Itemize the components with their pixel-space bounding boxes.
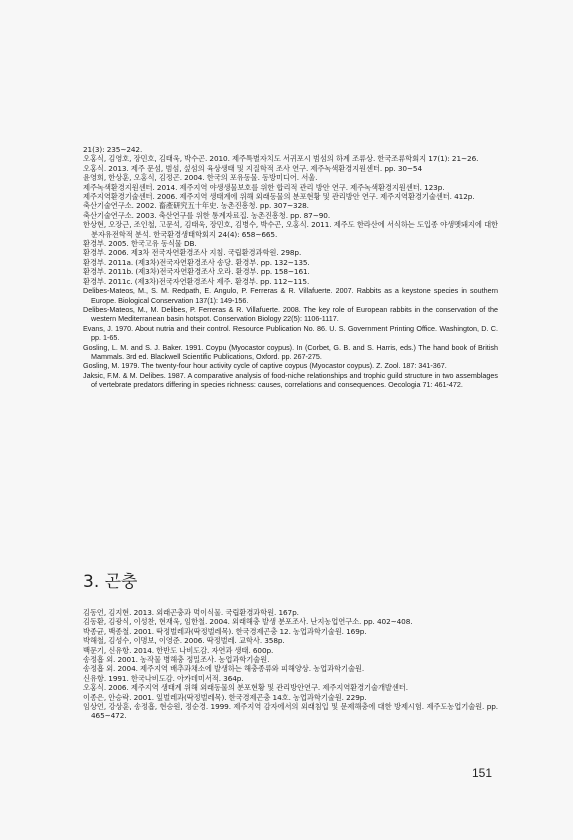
reference-item: 한상현, 오장근, 조인철, 고문석, 김태욱, 장민호, 김병수, 박수곤, 오홍식. 2011. 제주도 한라산에 서식하는 도입종 야생멧돼지에 대한 분자유전학적 분석. 한국환경생태학회지 24(4): 658~665. [83, 220, 498, 239]
reference-item: 오홍식. 2013. 제주 문섬, 범섬, 섶섬의 육상생태 및 지질학적 조사 연구. 제주녹색환경지원센터. pp. 30~54 [83, 163, 423, 173]
reference-item: 백문기, 신유항. 2014. 한반도 나비도감. 자연과 생태. 600p. [83, 645, 274, 655]
reference-item: 오홍식, 김영호, 장민호, 김태욱, 박수곤. 2010. 제주특별자치도 서귀포시 범섬의 하계 조류상. 한국조류학회지 17(1): 21~26. [83, 154, 479, 164]
reference-item: 21(3): 235~242. [83, 145, 143, 154]
reference-item: 박해철, 김성수, 이명보, 이영준. 2006. 딱정벌레. 교학사. 358p. [83, 636, 285, 646]
reference-item: 오홍식. 2006. 제주지역 생태계 위해 외래동물의 분포현황 및 관리방안연구. 제주지역환경기술개발센터. [83, 683, 408, 693]
reference-item: Evans, J. 1970. About nutria and their control. Resource Publication No. 86. U. S. Government Printing Office. Washington, D. C. pp. 1-65. [83, 323, 498, 343]
reference-item: Delibes-Mateos, M., S. M. Redpath, E. Angulo, P. Ferreras & R. Villafuerte. 2007. Rabbits as a keystone species in southern Europe. Biological Conservation 137(1): 149-156. [83, 286, 498, 305]
reference-list-mammals [83, 145, 498, 390]
reference-item: 윤영희, 한상훈, 오홍식, 김정곤. 2004. 한국의 포유동물. 동방미디어. 서울. [83, 173, 318, 183]
reference-item: 이종은, 안승락. 2001. 잎벌레과(딱정벌레목). 한국경제곤충 14호. 농업과학기술원. 229p. [83, 692, 367, 702]
reference-item: Jaksic, F.M. & M. Delibes. 1987. A comparative analysis of food-niche relationships and trophic guild structure in two assemblages of vertebrate predators differing in species richness: causes, correlations and consequences. Oecologia 71: 461-472. [83, 370, 498, 390]
reference-item: 축산기술연구소. 2003. 축산연구를 위한 통계자료집. 농촌진흥청. pp. 87~90. [83, 210, 331, 220]
reference-item: 축산기술연구소. 2002. 畜產研究五十年史. 농촌진흥청. pp. 307~328. [83, 201, 309, 211]
reference-item: 김동환, 김광식, 이성찬, 현재욱, 임한철. 2004. 외래해충 발생 분포조사. 난지농업연구소. pp. 402~408. [83, 617, 413, 627]
reference-item: Delibes-Mateos, M., M. Delibes, P. Ferreras & R. Villafuerte. 2008. The key role of European rabbits in the conservation of the western Mediterranean basin hotspot. Conservation Biology 22(5): 1106-1117. [83, 304, 498, 324]
reference-item: 김동언, 김지현. 2013. 외래곤충과 먹이식물. 국립환경과학원. 167p. [83, 608, 299, 617]
reference-item: 임상언, 강상훈, 송정흡, 현승원, 정순경. 1999. 제주지역 감자에서의 외래침입 및 문제해충에 대한 방제시험. 제주도농업기술원. pp. 465~472. [83, 702, 498, 721]
reference-item: 제주지역환경기술센터. 2006. 제주지역 생태계에 위해 외래동물의 분포현황 및 관리방안 연구. 제주지역환경기술센터. 412p. [83, 192, 475, 202]
reference-item: 환경부. 2005. 한국고유 동식물 DB. [83, 239, 197, 249]
reference-item: 박종균, 백종철. 2001. 딱정벌레과(딱정벌레목). 한국경제곤충 12. 농업과학기술원. 169p. [83, 626, 367, 636]
page-number: 151 [472, 766, 493, 780]
reference-item: Gosling, L. M. and S. J. Baker. 1991. Coypu (Myocastor coypus). In (Corbet, G. B. and S. Harris, eds.) The hand book of British Mammals. 3rd ed. Blackwell Scientific Publications, Oxford. pp. 267-275. [83, 342, 498, 361]
reference-item: 신유항. 1991. 한국나비도감. 아카데미서적. 364p. [83, 673, 244, 683]
reference-item: 송정흡 외. 2001. 농작물 병해충 정밀조사. 농업과학기술원. [83, 655, 270, 665]
reference-item: Gosling, M. 1979. The twenty-four hour activity cycle of captive coypus (Myocastor coypus). Z. Zool. 187: 341-367. [83, 361, 447, 371]
reference-item: 환경부. 2006. 제3차 전국자연환경조사 지침. 국립환경과학원. 298p. [83, 248, 302, 258]
reference-item: 환경부. 2011a. (제3차)전국자연환경조사 송당. 환경부. pp. 132~135. [83, 257, 310, 267]
reference-item: 환경부. 2011c. (제3차)전국자연환경조사 제주. 환경부. pp. 112~115. [83, 276, 310, 286]
section-heading: 3. 곤충 [83, 572, 138, 592]
reference-list-insects [83, 608, 498, 721]
reference-item: 송정흡 외. 2004. 제주지역 배추과채소에 발생하는 해충종류와 피해양상. 농업과학기술원. [83, 664, 365, 674]
reference-item: 환경부. 2011b. (제3차)전국자연환경조사 오라. 환경부. pp. 158~161. [83, 267, 310, 277]
reference-item: 제주녹색환경지원센터. 2014. 제주지역 야생생물보호를 위한 합리적 관리 방안 연구. 제주녹색환경지원센터. 123p. [83, 182, 445, 192]
